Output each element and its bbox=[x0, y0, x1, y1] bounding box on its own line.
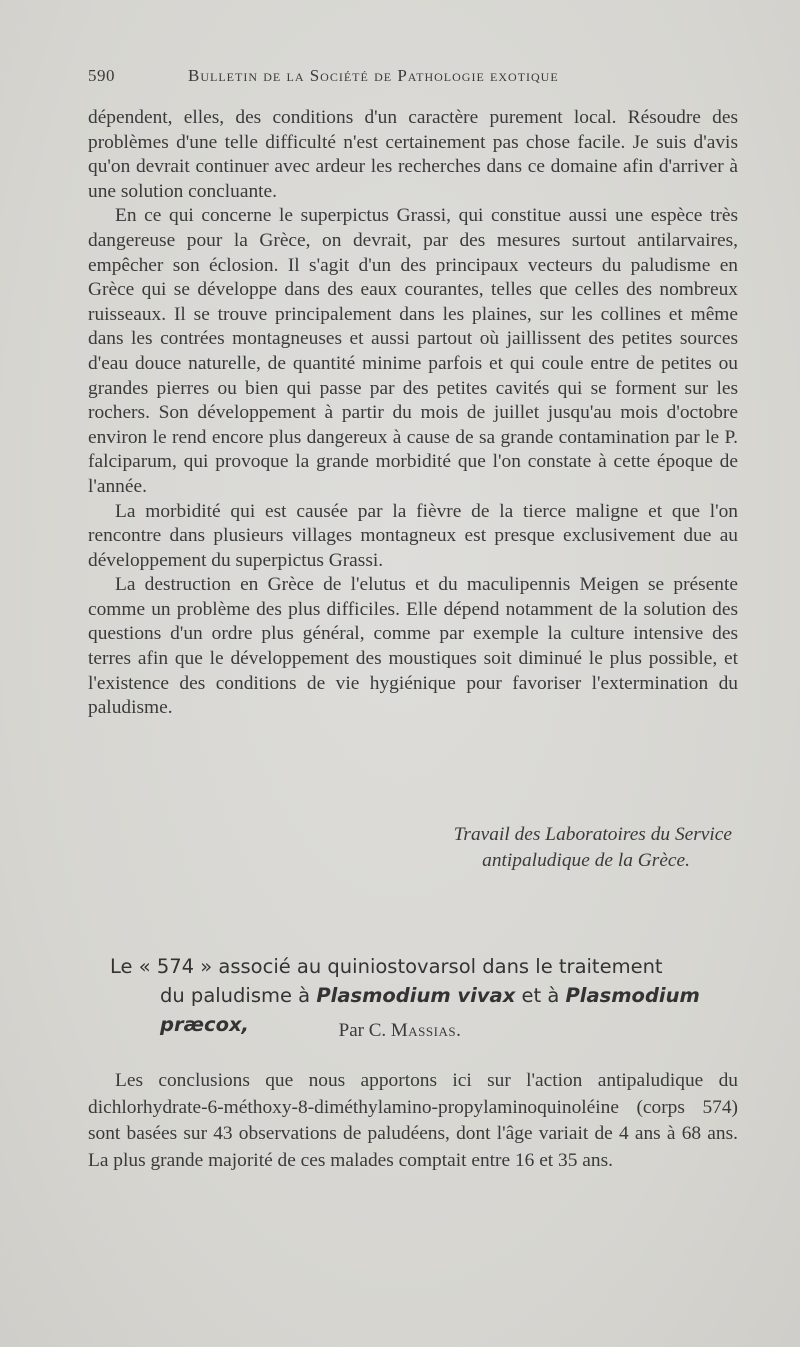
signature-line-1: Travail des Laboratoires du Service bbox=[453, 824, 732, 845]
article-author bbox=[0, 1020, 800, 1042]
signature bbox=[300, 822, 740, 874]
main-text bbox=[88, 106, 738, 721]
paragraph-4: La destruction en Grèce de l'elutus et du maculipennis Meigen se présente comme un problème des plus difficiles. Elle dépend notamment de la solution des questions d'un ordre plus général, comme par exemple la culture intensive des terres afin que le développement des moustiques soit diminué le plus possible, et l'existence des conditions de vie hygiénique pour favoriser l'extermination du paludisme. bbox=[88, 574, 738, 719]
paragraph-1: dépendent, elles, des conditions d'un caractère purement local. Résoudre des problèmes d'une telle difficulté n'est certainement pas chose facile. Je suis d'avis qu'on devrait continuer avec ardeur les recherches dans ce domaine afin d'arriver à une solution concluante. bbox=[88, 107, 738, 202]
article-title-line-1: Le « 574 » associé au quiniostovarsol dans le traitement bbox=[110, 955, 663, 978]
author-prefix: Par C. bbox=[338, 1020, 391, 1041]
title-species-1: Plasmodium vivax bbox=[316, 984, 516, 1007]
author-name: Massias. bbox=[390, 1020, 462, 1041]
paragraph-3: La morbidité qui est causée par la fièvre de la tierce maligne et que l'on rencontre dans plusieurs villages montagneux est presque exclusivement due au développement du superpictus Grassi. bbox=[88, 500, 738, 571]
title-mid: et à bbox=[515, 984, 566, 1007]
signature-line-2: antipaludique de la Grèce. bbox=[482, 850, 690, 871]
article-paragraph-1: Les conclusions que nous apportons ici sur l'action antipaludique du dichlorhydrate-6-méthoxy-8-diméthylamino-propylaminoquinoléine (corps 574) sont basées sur 43 observations de paludéens, dont l'âge variait de 4 ans à 68 ans. La plus grande majorité de ces malades comptait entre 16 et 35 ans. bbox=[88, 1070, 738, 1171]
paragraph-2: En ce qui concerne le superpictus Grassi, qui constitue aussi une espèce très dangereuse pour la Grèce, on devrait, par des mesures surtout antilarvaires, empêcher son éclosion. Il s'agit d'un des principaux vecteurs du paludisme en Grèce qui se développe dans des eaux courantes, telles que celles des nombreux ruisseaux. Il se trouve principalement dans les plaines, sur les collines et même dans les contrées montagneuses et aussi partout où jaillissent des petites sources d'eau douce naturelle, de quantité minime parfois et qui coule entre de petites ou grandes pierres ou bien qui passe par des petites cavités qui se forment sur les rochers. Son développement à partir du mois de juillet jusqu'au mois d'octobre environ le rend encore plus dangereux à cause de sa grande contamination par le P. falciparum, qui provoque la grande morbidité que l'on constate à cette époque de l'année. bbox=[88, 205, 738, 497]
page-number: 590 bbox=[88, 66, 115, 85]
title-species-2: Plasmodium præcox, bbox=[160, 984, 700, 1036]
article-body bbox=[88, 1068, 738, 1174]
title-prefix: du paludisme à bbox=[160, 984, 317, 1007]
running-title: Bulletin de la Société de Pathologie exotique bbox=[188, 66, 559, 85]
